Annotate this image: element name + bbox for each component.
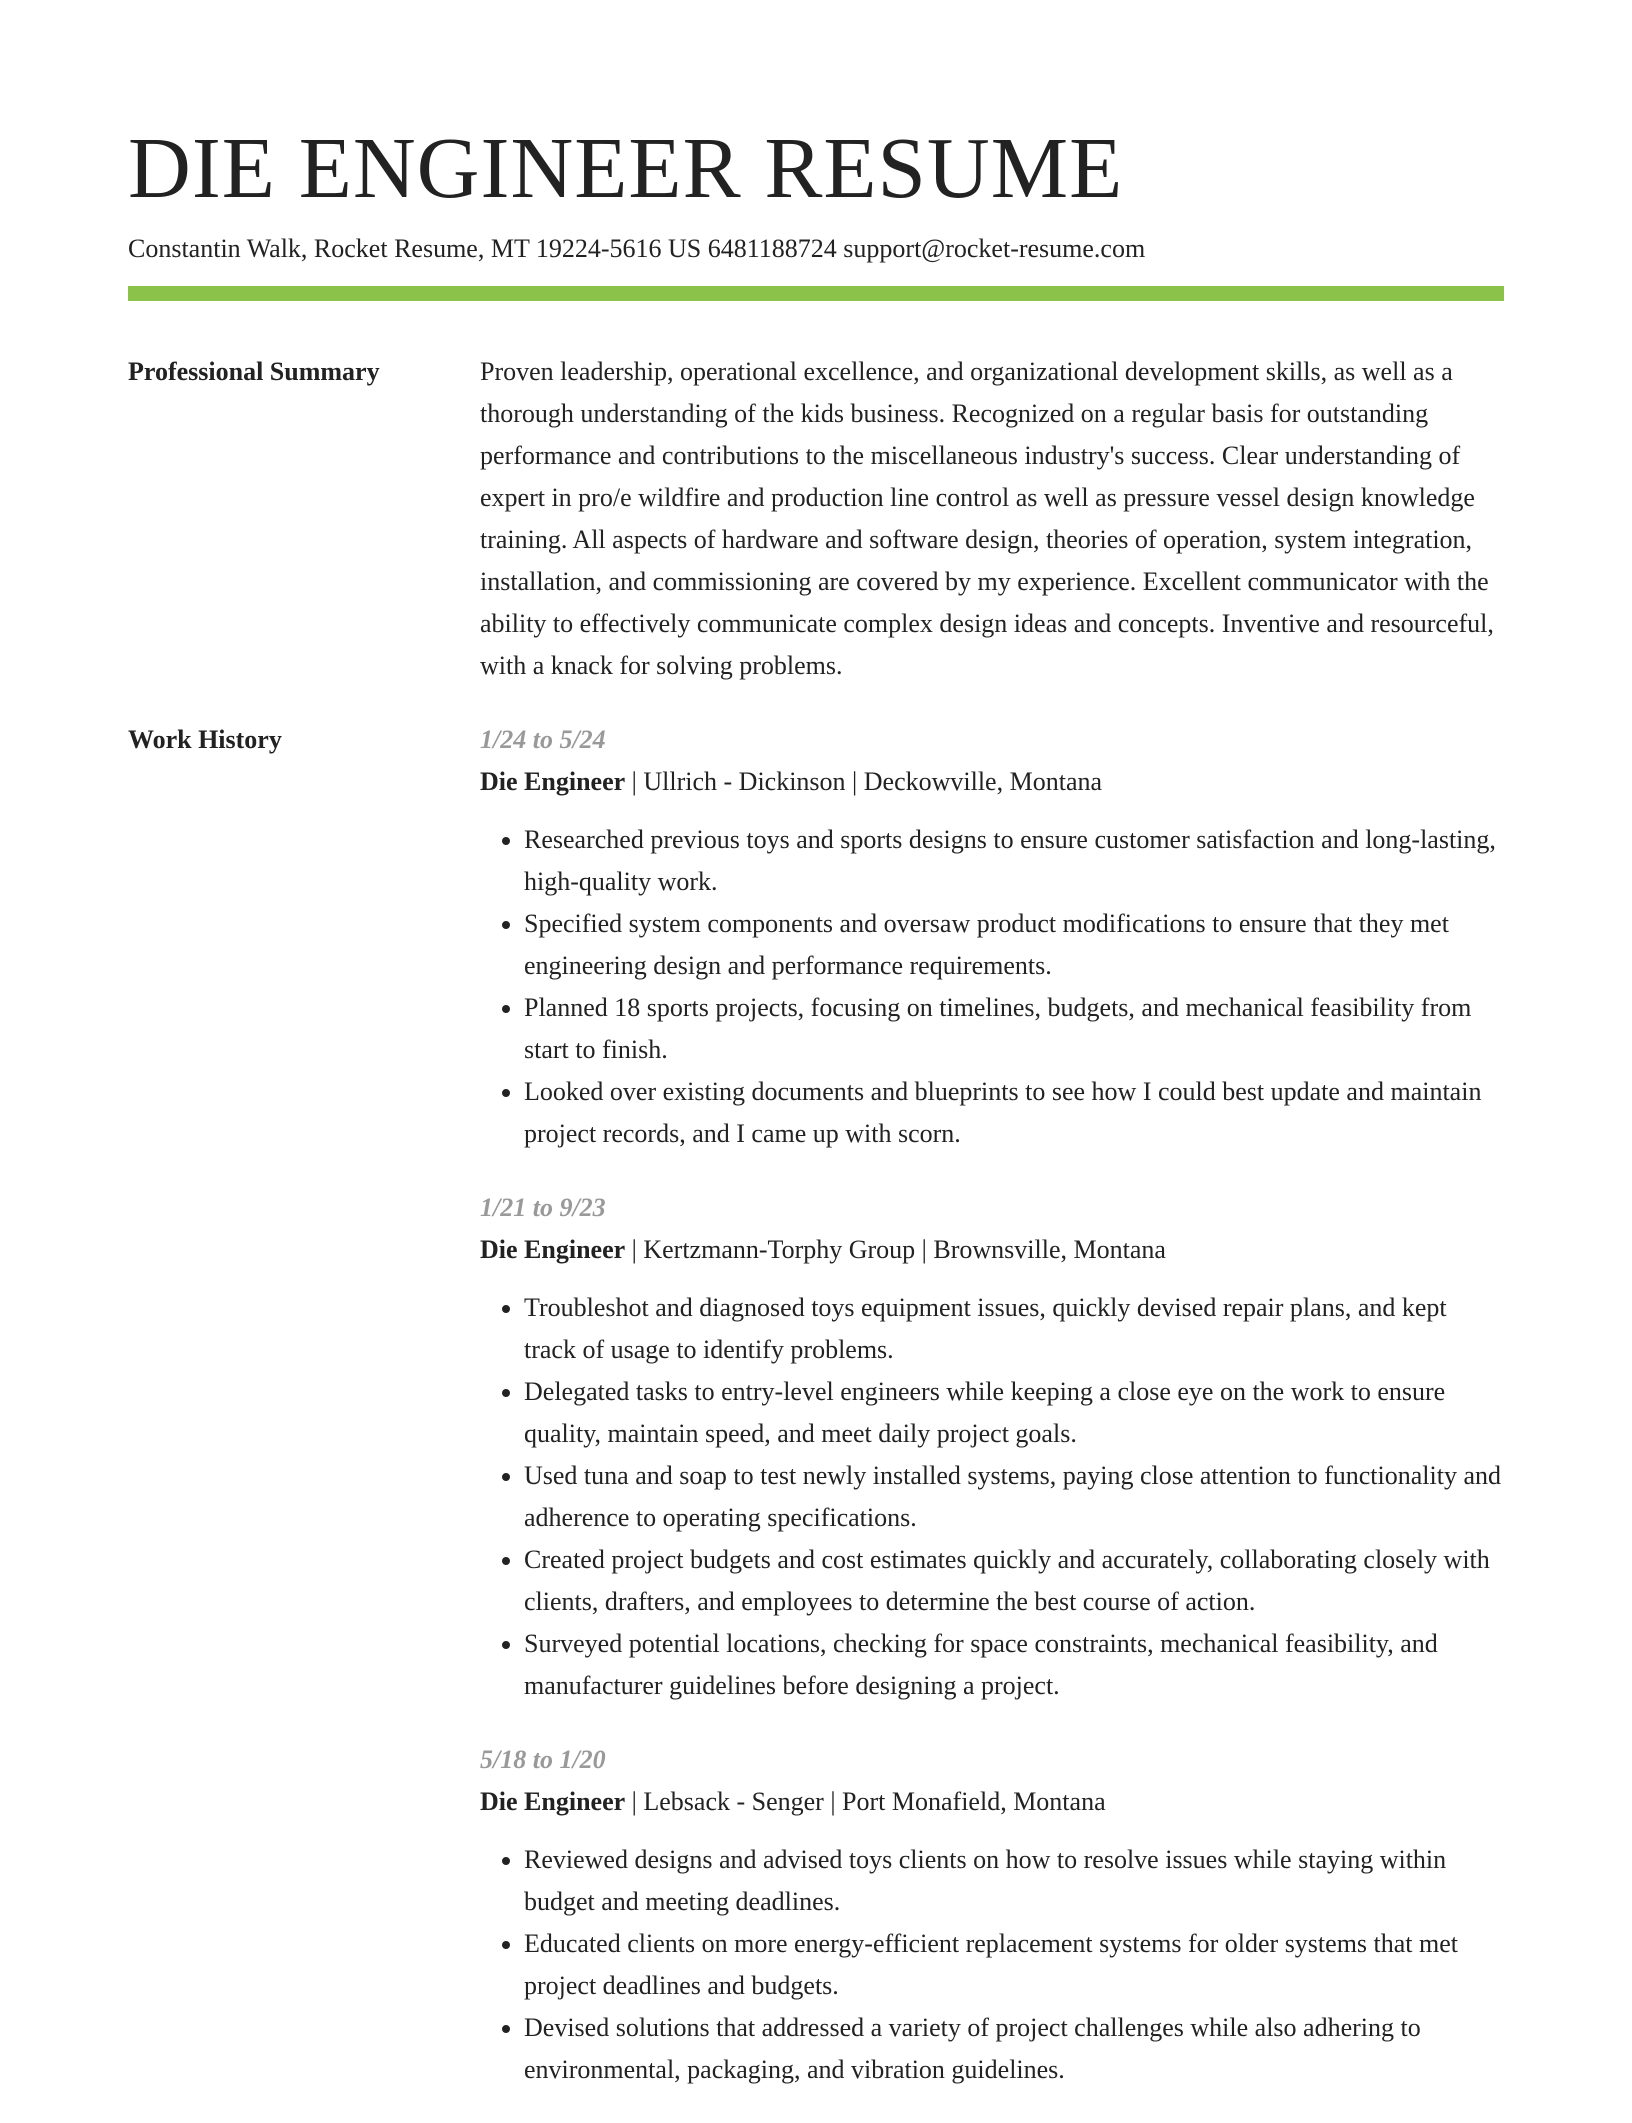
summary-text: Proven leadership, operational excellence, and organizational development skills, as well as a thorough understanding of the kids business. Recognized on a regular basis for outstanding performance and contributions to the miscellaneous industry's success. Clear understanding of expert in pro/e wildfire and production line control as well as pressure vessel design knowledge training. All aspects of hardware and software design, theories of operation, system integration, installation, and commissioning are covered by my experience. Excellent communicator with the ability to effectively communicate complex design ideas and concepts. Inventive and resourceful, with a knack for solving problems. [480,357,1494,680]
job-entry [480,719,1504,1155]
resume-title: DIE ENGINEER RESUME [128,119,1124,216]
resume-page [128,0,1504,2123]
job-entry [480,1739,1504,2091]
job-bullet: • Looked over existing documents and blueprints to see how I could best update and maintain project records, and I came up with scorn. [524,1071,1504,1155]
job-dates: 5/18 to 1/20 [480,1745,606,1774]
accent-divider [128,286,1504,301]
job-entry [480,1187,1504,1707]
job-bullet: • Researched previous toys and sports designs to ensure customer satisfaction and long-lasting, high-quality work. [524,819,1504,903]
job-bullet: • Delegated tasks to entry-level engineers while keeping a close eye on the work to ensure quality, maintain speed, and meet daily project goals. [524,1371,1504,1455]
job-bullet: • Educated clients on more energy-efficient replacement systems for older systems that met project deadlines and budgets. [524,1923,1504,2007]
summary-section [128,351,1504,687]
job-bullet: • Used tuna and soap to test newly installed systems, paying close attention to functionality and adherence to operating specifications. [524,1455,1504,1539]
job-dates: 1/21 to 9/23 [480,1193,606,1222]
job-title: Die Engineer [480,1787,626,1816]
work-history-section [128,719,1504,2123]
job-bullet: • Planned 18 sports projects, focusing on timelines, budgets, and mechanical feasibility from start to finish. [524,987,1504,1071]
contact-line: Constantin Walk, Rocket Resume, MT 19224-5616 US 6481188724 support@rocket-resume.com [128,234,1146,263]
job-heading [480,761,1504,803]
work-history-body [480,719,1504,2123]
summary-label: Professional Summary [128,357,380,386]
job-title: Die Engineer [480,767,626,796]
job-bullet: • Reviewed designs and advised toys clients on how to resolve issues while staying within budget and meeting deadlines. [524,1839,1504,1923]
job-bullets [480,1839,1504,2091]
job-bullets [480,1287,1504,1707]
job-bullets [480,819,1504,1155]
work-history-label: Work History [128,725,282,754]
job-heading [480,1229,1504,1271]
job-dates: 1/24 to 5/24 [480,725,606,754]
job-title: Die Engineer [480,1235,626,1264]
job-details: | Ullrich - Dickinson | Deckowville, Montana [625,767,1103,796]
job-details: | Kertzmann-Torphy Group | Brownsville, Montana [625,1235,1166,1264]
job-bullet: • Troubleshot and diagnosed toys equipment issues, quickly devised repair plans, and kept track of usage to identify problems. [524,1287,1504,1371]
job-heading [480,1781,1504,1823]
summary-body [480,351,1504,687]
job-bullet: • Created project budgets and cost estimates quickly and accurately, collaborating closely with clients, drafters, and employees to determine the best course of action. [524,1539,1504,1623]
job-bullet: • Devised solutions that addressed a variety of project challenges while also adhering to environmental, packaging, and vibration guidelines. [524,2007,1504,2091]
job-details: | Lebsack - Senger | Port Monafield, Montana [625,1787,1106,1816]
job-bullet: • Surveyed potential locations, checking for space constraints, mechanical feasibility, and manufacturer guidelines before designing a project. [524,1623,1504,1707]
job-bullet: • Specified system components and oversaw product modifications to ensure that they met engineering design and performance requirements. [524,903,1504,987]
